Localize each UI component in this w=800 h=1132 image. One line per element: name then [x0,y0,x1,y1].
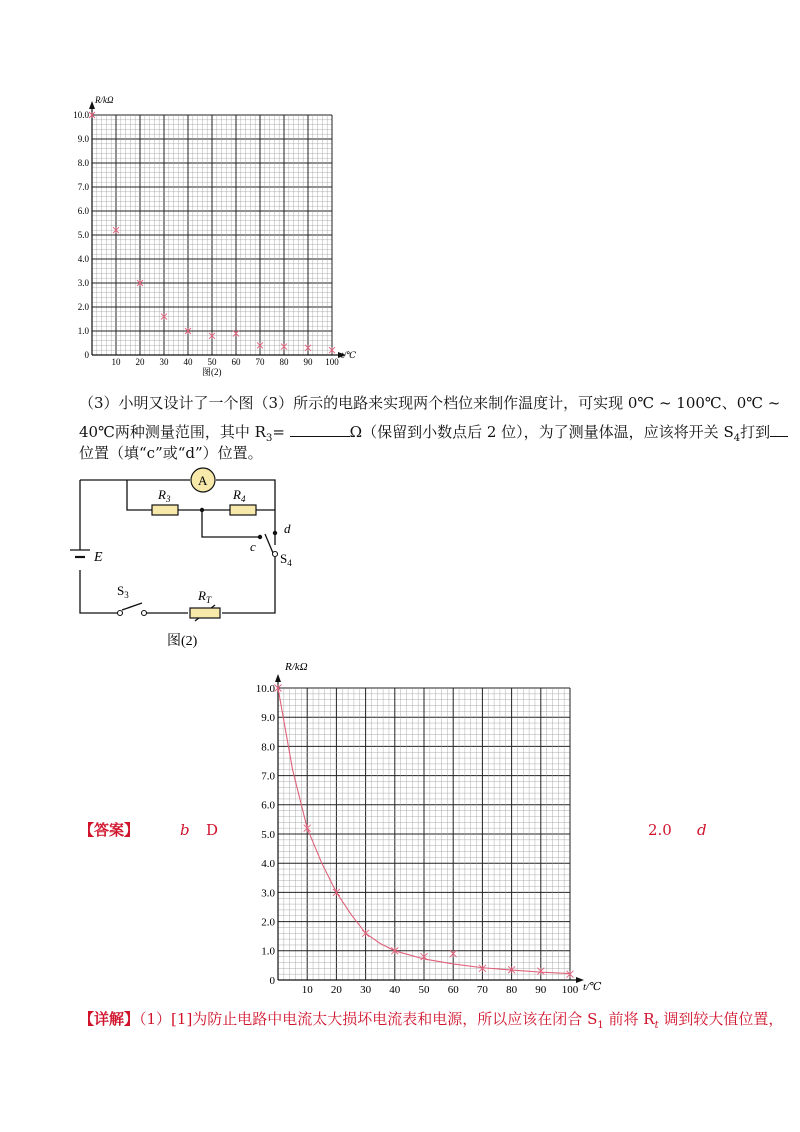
circuit-diagram [70,465,300,650]
x-tick-label: 80 [506,984,518,996]
subscript: 3 [265,433,273,444]
x-tick-label: 70 [255,357,265,367]
y-tick-label: 3.0 [261,887,275,900]
x-tick-label: 90 [303,357,313,367]
y-tick-label: 1.0 [77,326,89,337]
y-tick-labels [256,683,276,987]
answer-label: 【答案】 [79,821,140,839]
resistor-r3-icon [152,505,178,515]
question-text: （3）小明又设计了一个图（3）所示的电路来实现两个档位来制作温度计，可实现 0℃ ~ 100℃、0℃ ~ [79,394,781,412]
y-tick-label: 5.0 [261,828,275,841]
contact-c-label: c [250,539,256,554]
x-tick-labels [112,357,340,367]
chart-axes [275,674,584,983]
r3-label: $R_3$ [158,487,171,504]
x-tick-label: 60 [447,984,459,996]
y-tick-label: 3.0 [77,278,89,289]
detail-text: （1）[1]为防止电路中电流太大损坏电流表和电源，所以应该在闭合 S [139,1010,598,1028]
data-point [305,345,311,351]
question-text: 40℃两种测量范围，其中 R [79,423,266,441]
data-point [450,950,457,957]
detail-line [79,1012,783,1031]
y-tick-label: 7.0 [77,182,89,193]
x-tick-labels [302,984,579,996]
subscript: t [654,1020,659,1031]
resistor-r4-icon [230,505,256,515]
x-tick-label: 20 [135,357,145,367]
x-tick-label: 30 [159,357,169,367]
chart-axes [89,101,346,358]
x-tick-label: 100 [561,984,579,996]
x-tick-label: 10 [111,357,121,367]
data-point [233,330,239,336]
y-tick-label: 6.0 [77,206,89,217]
answer-3: 2.0 [648,821,672,839]
switch-s3-contact [142,611,147,616]
answer-blank-switch[interactable] [770,422,788,437]
x-tick-label: 20 [330,984,342,996]
y-tick-labels [73,110,89,360]
question-3-line-2 [79,422,788,444]
x-tick-label: 80 [279,357,289,367]
y-tick-label: 9.0 [261,712,275,725]
y-tick-label: 7.0 [261,770,275,783]
question-text: = [272,423,290,441]
y-tick-label: 5.0 [77,230,89,241]
r4-label: $R_4$ [233,487,246,504]
x-tick-label: 30 [360,984,372,996]
s3-label: $S_3$ [117,583,129,600]
answer-blank-r3[interactable] [290,422,350,437]
y-tick-label: 2.0 [261,916,275,929]
question-text: Ω（保留到小数点后 2 位），为了测量体温，应该将开关 S [349,423,734,441]
question-3-line-1 [79,396,780,411]
x-tick-label: 50 [418,984,430,996]
y-tick-label: 4.0 [261,858,275,871]
x-tick-label: 70 [476,984,488,996]
x-axis-label: t/℃ [583,981,602,993]
contact-d-label: d [284,521,291,536]
y-tick-label: 4.0 [77,254,89,265]
x-tick-label: 10 [301,984,313,996]
y-tick-label: 2.0 [77,302,89,313]
y-tick-label: 10.0 [73,110,89,121]
y-tick-label: 1.0 [261,945,275,958]
data-point [281,344,287,350]
detail-label: 【详解】 [79,1010,140,1028]
x-tick-label: 40 [389,984,401,996]
y-tick-label: 10.0 [255,682,275,695]
y-tick-label: 8.0 [261,741,275,754]
y-tick-label: 8.0 [77,158,89,169]
x-tick-label: 60 [231,357,241,367]
y-tick-label: 0 [84,350,89,361]
x-axis-label: t/℃ [341,350,357,360]
line-chart-resistance-temperature [235,655,615,1000]
x-tick-label: 90 [535,984,547,996]
rt-label: $R_T$ [198,588,211,605]
x-tick-label: 100 [325,357,339,367]
junction-dot [200,508,204,512]
emf-label: E [94,550,103,565]
detail-text: 前将 R [603,1010,655,1028]
ammeter-label: A [198,473,208,488]
question-text: 打到 [740,423,771,441]
figure-caption: 图(2) [202,367,222,377]
answer-4: d [697,821,707,839]
detail-text: 调到较大值位置， [658,1010,784,1028]
answer-2: D [206,821,219,839]
switch-s4-pivot [273,552,278,557]
contact-d-dot [273,531,277,535]
thermistor-icon [190,608,220,618]
circuit-caption: 图(2) [167,634,198,649]
y-axis-label: R/kΩ [285,661,308,673]
y-axis-label: R/kΩ [95,95,114,105]
contact-c-dot [258,535,262,539]
y-axis-arrow [275,674,281,682]
x-tick-label: 40 [183,357,193,367]
scatter-chart-resistance-temperature [55,88,365,383]
chart-grid [92,115,332,355]
subscript: 4 [733,433,741,444]
answer-1: b [180,821,190,839]
chart-grid [278,688,570,980]
question-3-line-3 [79,446,263,461]
y-tick-label: 0 [269,974,275,987]
data-point [537,968,544,975]
y-tick-label: 9.0 [77,134,89,145]
y-tick-label: 6.0 [261,799,275,812]
x-tick-label: 50 [207,357,217,367]
subscript: 1 [597,1020,604,1031]
s4-label: $S_4$ [280,551,292,568]
question-text: 位置（填“c”或“d”）位置。 [79,444,263,462]
switch-s3-pivot [118,611,123,616]
